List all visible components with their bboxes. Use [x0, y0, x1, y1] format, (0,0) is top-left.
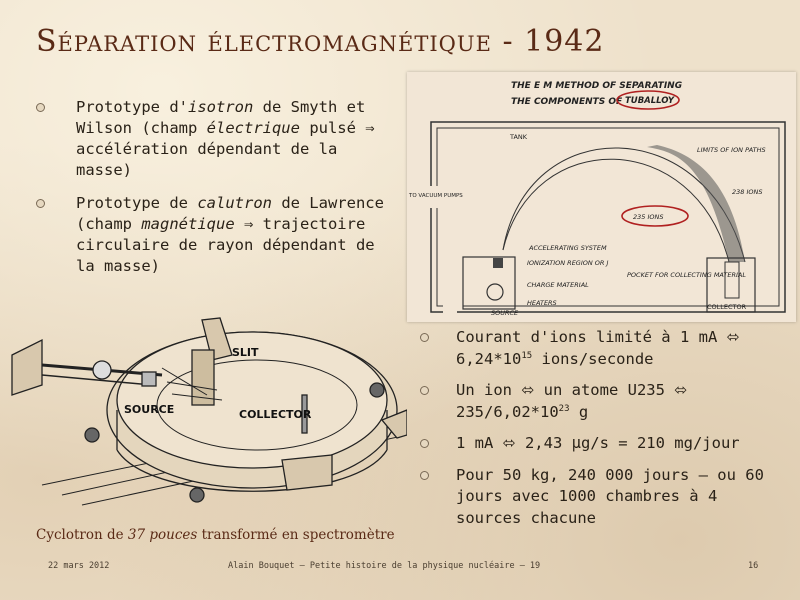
right-bullet-list: [420, 327, 790, 539]
diagram-238: 238 IONS: [732, 188, 763, 196]
diagram-vacuum: TO VACUUM PUMPS: [409, 193, 463, 199]
left-bullet-list: [36, 97, 396, 289]
diagram-accelerating: ACCELERATING SYSTEM: [529, 244, 607, 252]
cyclotron-slit-label: SLIT: [232, 346, 259, 359]
diagram-pocket: POCKET FOR COLLECTING MATERIAL: [627, 271, 746, 279]
footer-author: Alain Bouquet — Petite histoire de la physique nucléaire — 19: [228, 561, 541, 571]
bullet-mass-rate: 1 mA ⬄ 2,43 μg/s = 210 mg/jour: [420, 433, 790, 455]
diagram-tank: TANK: [510, 133, 528, 141]
cyclotron-collector-label: COLLECTOR: [239, 408, 312, 421]
em-method-diagram: [407, 72, 796, 322]
cyclotron-source-label: SOURCE: [124, 403, 175, 416]
bullet-ion-current: Courant d'ions limité à 1 mA ⬄ $6,24*10^{15}$ ions/seconde: [420, 327, 790, 370]
bullet-calutron: Prototype de calutron de Lawrence (champ magnétique ⇒ trajectoire circulaire de rayon dépendant de la masse): [36, 193, 396, 277]
footer-page-number: 16: [748, 561, 759, 571]
diagram-limits: LIMITS OF ION PATHS: [697, 146, 766, 154]
slide-title: Séparation électromagnétique - 1942: [36, 24, 605, 59]
diagram-collector: COLLECTOR: [707, 303, 747, 311]
diagram-source: SOURCE: [491, 309, 519, 317]
diagram-heading-2: THE COMPONENTS OF: [511, 97, 623, 107]
bullet-ion-atom: Un ion ⬄ un atome U235 ⬄ $235/6,02*10^{23}$ g: [420, 380, 790, 423]
cyclotron-illustration: [2, 300, 407, 525]
diagram-heading-1: THE E M METHOD OF SEPARATING: [511, 81, 683, 91]
diagram-ionization: IONIZATION REGION OR J: [527, 259, 609, 267]
bullet-isotron: Prototype d'isotron de Smyth et Wilson (champ électrique pulsé ⇒ accélération dépendant de la masse): [36, 97, 396, 181]
image-caption: Cyclotron de 37 pouces transformé en spectromètre: [36, 527, 395, 543]
diagram-tuballoy: TUBALLOY: [625, 96, 675, 106]
footer-date: 22 mars 2012: [48, 561, 110, 571]
diagram-235: 235 IONS: [633, 213, 664, 221]
bullet-production-time: Pour 50 kg, 240 000 jours — ou 60 jours avec 1000 chambres à 4 sources chacune: [420, 465, 790, 530]
diagram-heaters: HEATERS: [527, 299, 557, 307]
diagram-charge: CHARGE MATERIAL: [527, 281, 589, 289]
